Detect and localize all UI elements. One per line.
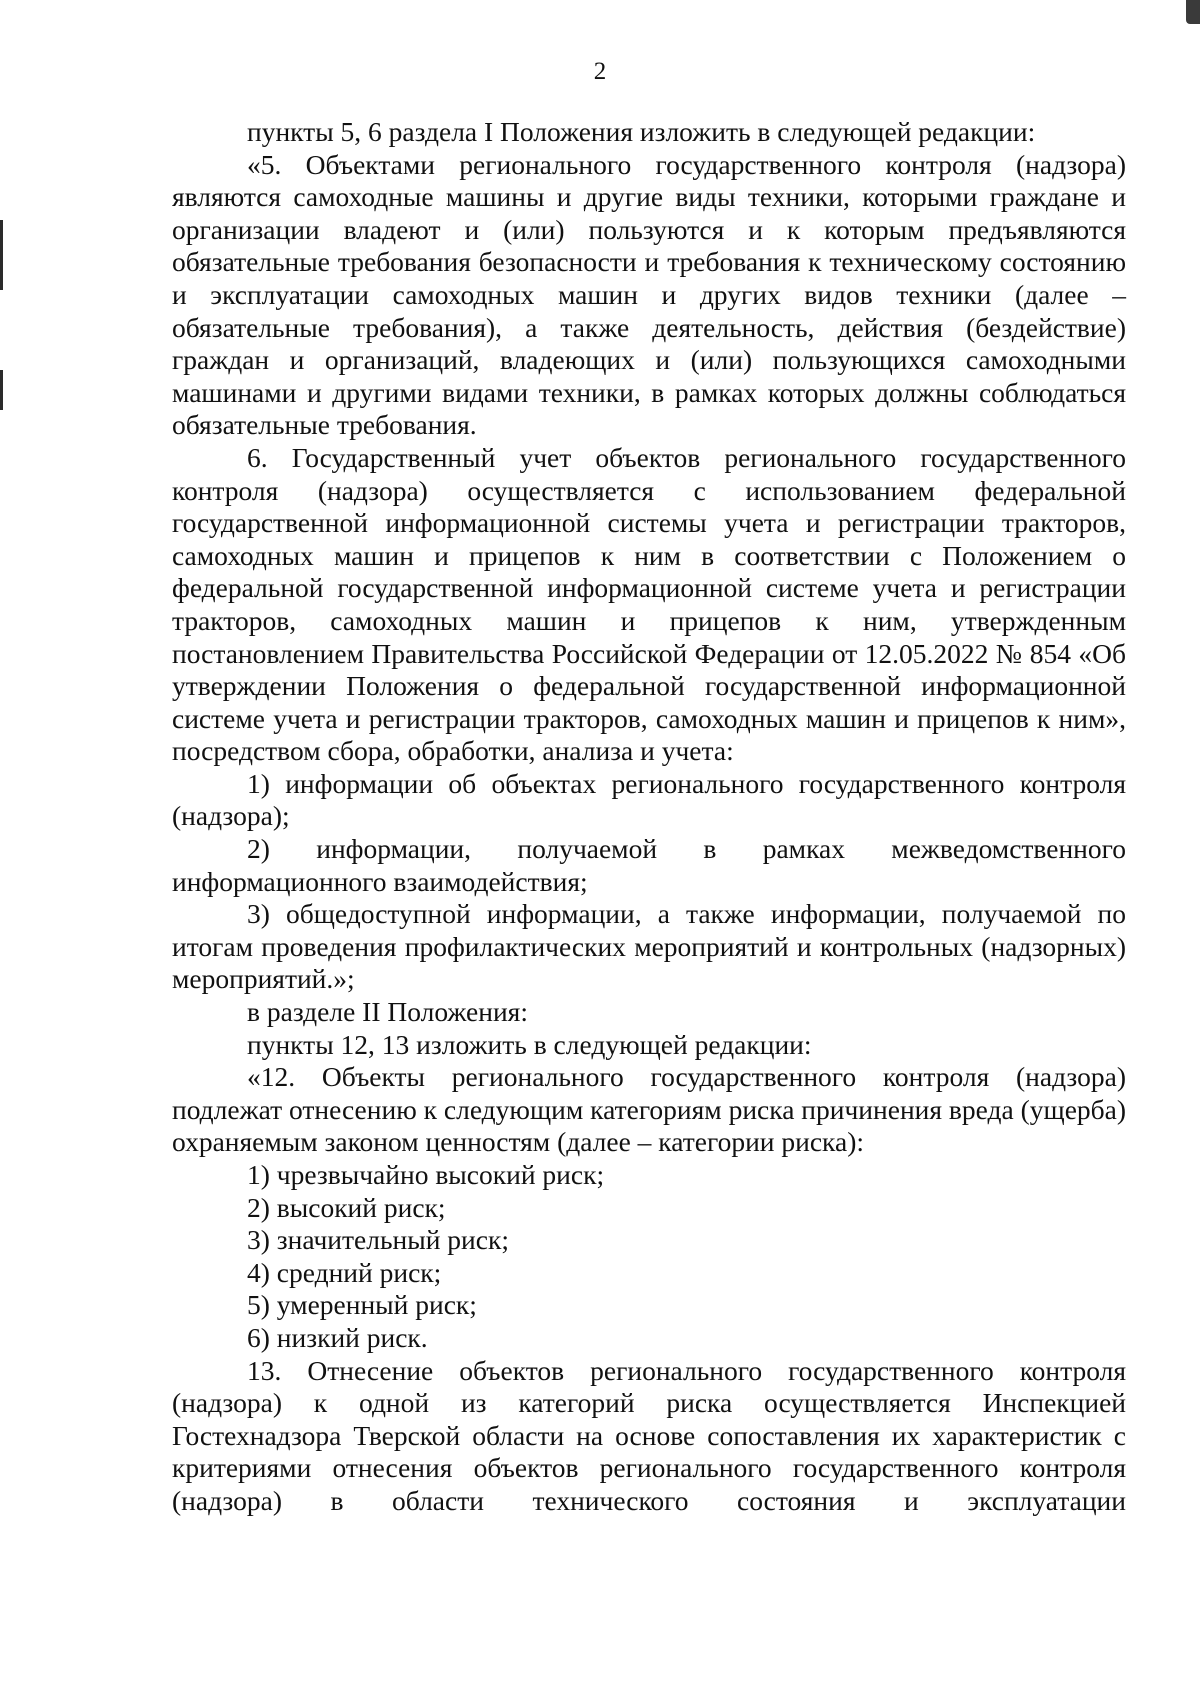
scan-corner-mark: [1186, 0, 1200, 24]
paragraph-item-13: 13. Отнесение объектов регионального государственного контроля (надзора) к одной из категорий риска осуществляется Инспекцией Гостехнадзора Тверской области на основе сопоставления их характеристик с критериями отнесения объектов регионального государственного контроля (надзора) в области технического состояния и эксплуатации: [172, 1354, 1126, 1516]
paragraph-items-12-13: пункты 12, 13 изложить в следующей редакции:: [247, 1028, 812, 1060]
risk-category-item: 3) значительный риск;: [247, 1224, 509, 1256]
paragraph-item-5: «5. Объектами регионального государственного контроля (надзора) являются самоходные машины и другие виды техники, которыми граждане и организации владеют и (или) пользуются и к которым предъявляются обязательные требования безопасности и требования к техническому состоянию и эксплуатации самоходных машин и других видов техники (далее – обязательные требования), а также деятельность, действия (бездействие) граждан и организаций, владеющих и (или) пользующихся самоходными машинами и другими видами техники, в рамках которых должны соблюдаться обязательные требования.: [172, 148, 1126, 441]
risk-category-item: 2) высокий риск;: [247, 1191, 446, 1223]
paragraph-subitem-3: 3) общедоступной информации, а также информации, получаемой по итогам проведения профилактических мероприятий и контрольных (надзорных) мероприятий.»;: [172, 898, 1126, 995]
scan-edge-mark: [0, 370, 3, 410]
paragraph-subitem-1: 1) информации об объектах регионального государственного контроля (надзора);: [172, 767, 1126, 832]
paragraph-item-6: 6. Государственный учет объектов регионального государственного контроля (надзора) осуществляется с использованием федеральной государственной информационной системы учета и регистрации тракторов, самоходных машин и прицепов к ним в соответствии с Положением о федеральной государственной информационной системе учета и регистрации тракторов, самоходных машин и прицепов к ним, утвержденным постановлением Правительства Российской Федерации от 12.05.2022 № 854 «Об утверждении Положения о федеральной государственной информационной системе учета и регистрации тракторов, самоходных машин и прицепов к ним», посредством сбора, обработки, анализа и учета:: [172, 441, 1126, 767]
document-body: [172, 116, 1126, 1518]
risk-category-item: 5) умеренный риск;: [247, 1289, 477, 1321]
risk-category-item: 6) низкий риск.: [247, 1321, 428, 1353]
risk-category-item: 4) средний риск;: [247, 1256, 442, 1288]
paragraph-item-12: «12. Объекты регионального государственного контроля (надзора) подлежат отнесению к следующим категориям риска причинения вреда (ущерба) охраняемым законом ценностям (далее – категории риска):: [172, 1061, 1126, 1158]
paragraph-section-2: в разделе II Положения:: [247, 996, 528, 1028]
scan-edge-mark: [0, 220, 3, 290]
page-number: 2: [593, 58, 607, 85]
paragraph-intro: пункты 5, 6 раздела I Положения изложить в следующей редакции:: [247, 116, 1036, 147]
risk-category-item: 1) чрезвычайно высокий риск;: [247, 1159, 605, 1190]
paragraph-subitem-2: 2) информации, получаемой в рамках межведомственного информационного взаимодействия;: [172, 833, 1126, 897]
